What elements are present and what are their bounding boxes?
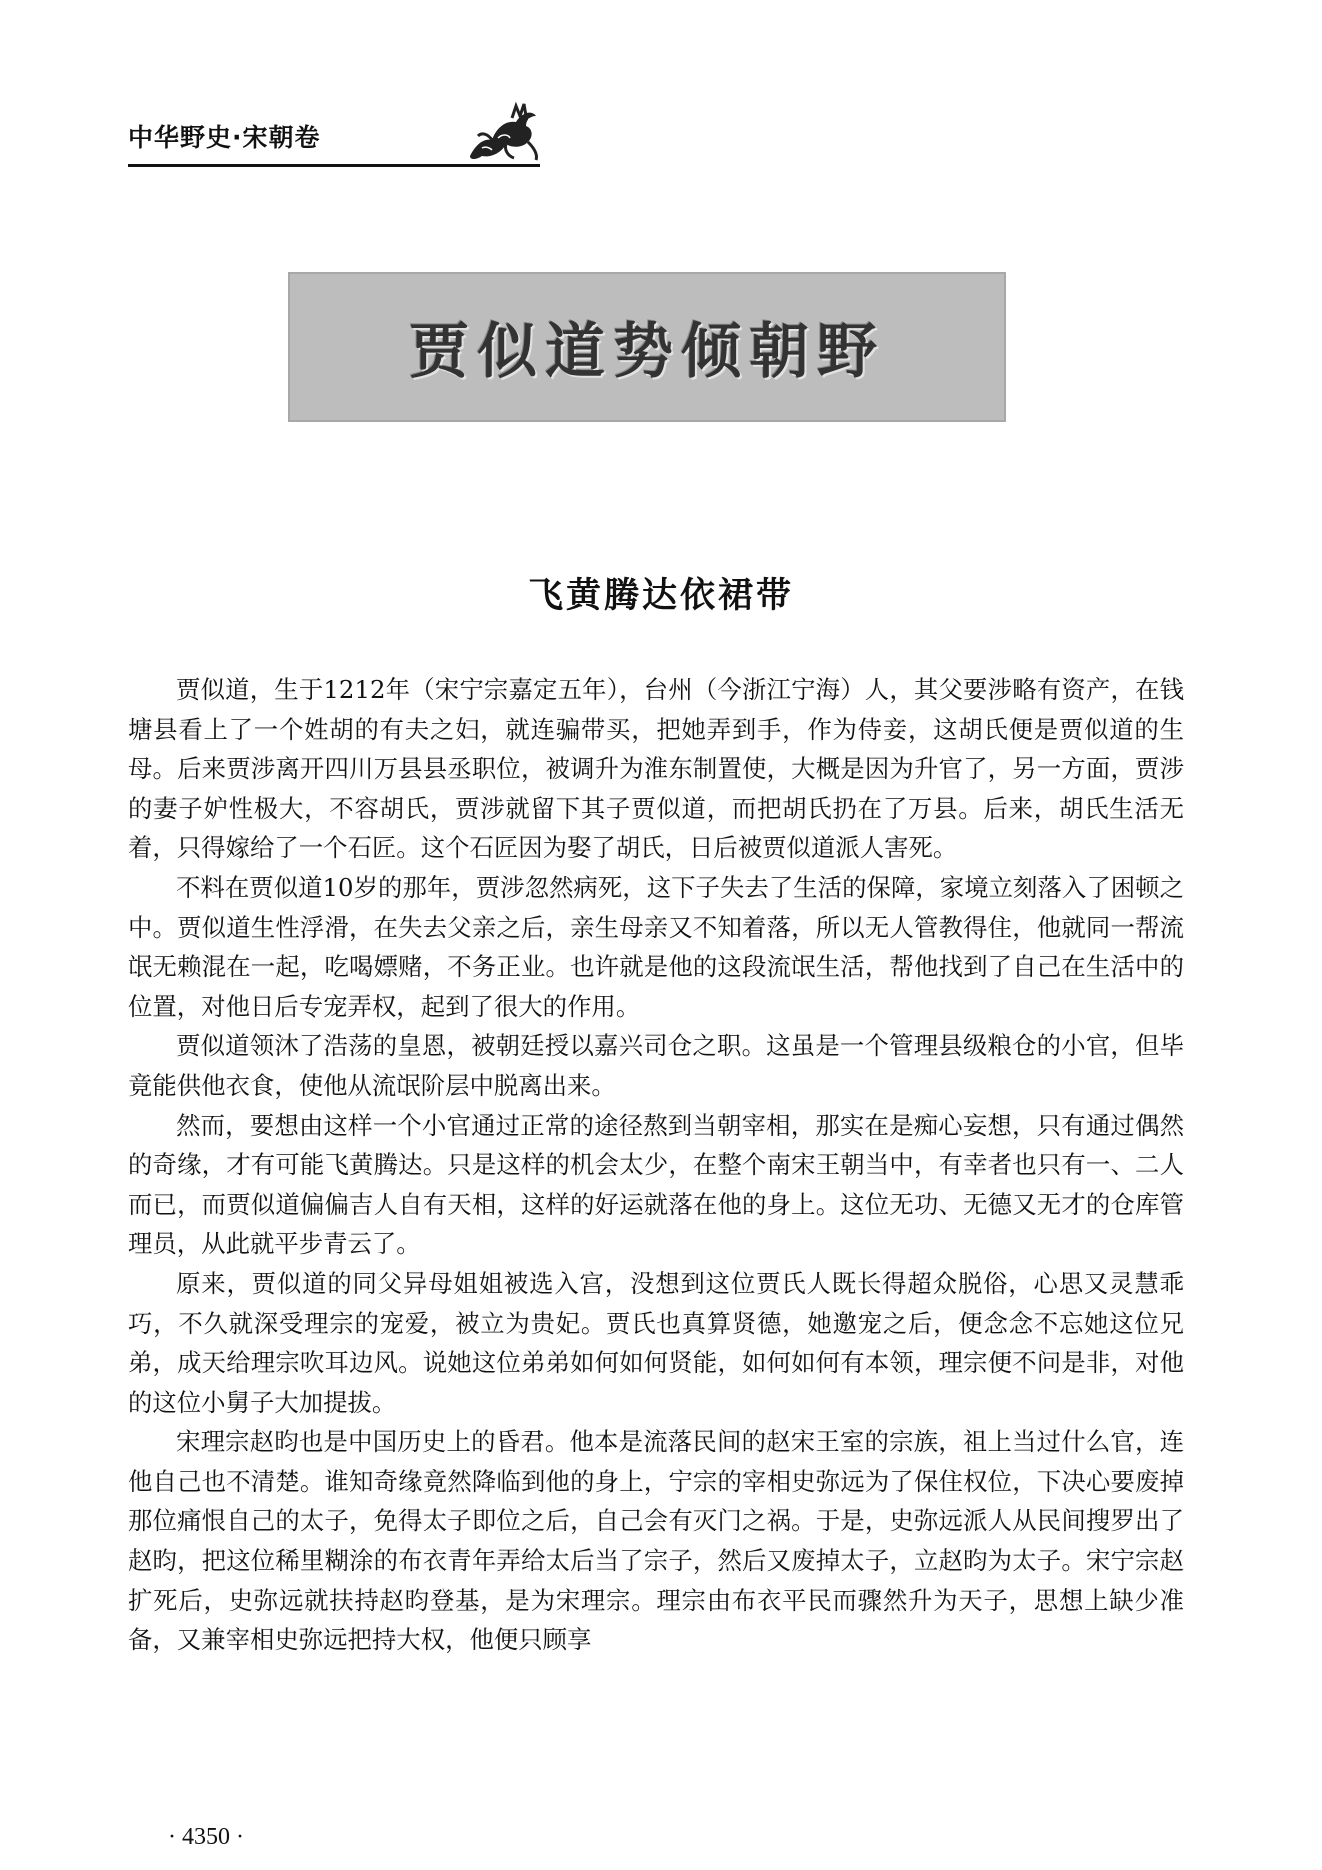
paragraph: 贾似道，生于1212年（宋宁宗嘉定五年），台州（今浙江宁海）人，其父要涉略有资产，在钱塘县看上了一个姓胡的有夫之妇，就连骗带买，把她弄到手，作为侍妾，这胡氏便是贾似道的生母。后来贾涉离开四川万县县丞职位，被调升为淮东制置使，大概是因为升官了，另一方面，贾涉的妻子妒性极大，不容胡氏，贾涉就留下其子贾似道，而把胡氏扔在了万县。后来，胡氏生活无着，只得嫁给了一个石匠。这个石匠因为娶了胡氏，日后被贾似道派人害死。 (128, 675, 1184, 863)
running-head-title: 中华野史·宋朝卷 (128, 123, 321, 152)
header-rule (128, 164, 540, 167)
dragon-icon (462, 98, 542, 164)
paragraph: 不料在贾似道10岁的那年，贾涉忽然病死，这下子失去了生活的保障，家境立刻落入了困顿之中。贾似道生性浮滑，在失去父亲之后，亲生母亲又不知着落，所以无人管教得住，他就同一帮流氓无赖混在一起，吃喝嫖赌，不务正业。也许就是他的这段流氓生活，帮他找到了自己在生活中的位置，对他日后专宠弄权，起到了很大的作用。 (128, 872, 1184, 1021)
paragraph: 原来，贾似道的同父异母姐姐被选入宫，没想到这位贾氏人既长得超众脱俗，心思又灵慧乖巧，不久就深受理宗的宠爱，被立为贵妃。贾氏也真算贤德，她邀宠之后，便念念不忘她这位兄弟，成天给理宗吹耳边风。说她这位弟弟如何如何贤能，如何如何有本领，理宗便不问是非，对他的这位小舅子大加提拔。 (128, 1268, 1184, 1417)
paragraph: 然而，要想由这样一个小官通过正常的途径熬到当朝宰相，那实在是痴心妄想，只有通过偶然的奇缘，才有可能飞黄腾达。只是这样的机会太少，在整个南宋王朝当中，有幸者也只有一、二人而已，而贾似道偏偏吉人自有天相，这样的好运就落在他的身上。这位无功、无德又无才的仓库管理员，从此就平步青云了。 (128, 1110, 1184, 1259)
chapter-title: 贾似道势倾朝野 (409, 317, 885, 387)
paragraph: 贾似道领沐了浩荡的皇恩，被朝廷授以嘉兴司仓之职。这虽是一个管理县级粮仓的小官，但毕竟能供他衣食，使他从流氓阶层中脱离出来。 (128, 1031, 1184, 1100)
chapter-banner (288, 272, 1006, 422)
body-text (128, 670, 1184, 1660)
page-number: · 4350 · (168, 1824, 244, 1850)
section-title: 飞黄腾达依裙带 (527, 576, 794, 616)
paragraph: 宋理宗赵昀也是中国历史上的昏君。他本是流落民间的赵宋王室的宗族，祖上当过什么官，连他自己也不清楚。谁知奇缘竟然降临到他的身上，宁宗的宰相史弥远为了保住权位，下决心要废掉那位痛恨自己的太子，免得太子即位之后，自己会有灭门之祸。于是，史弥远派人从民间搜罗出了赵昀，把这位稀里糊涂的布衣青年弄给太后当了宗子，然后又废掉太子，立赵昀为太子。宋宁宗赵扩死后，史弥远就扶持赵昀登基，是为宋理宗。理宗由布衣平民而骤然升为天子，思想上缺少准备，又兼宰相史弥远把持大权，他便只顾享 (128, 1427, 1184, 1655)
